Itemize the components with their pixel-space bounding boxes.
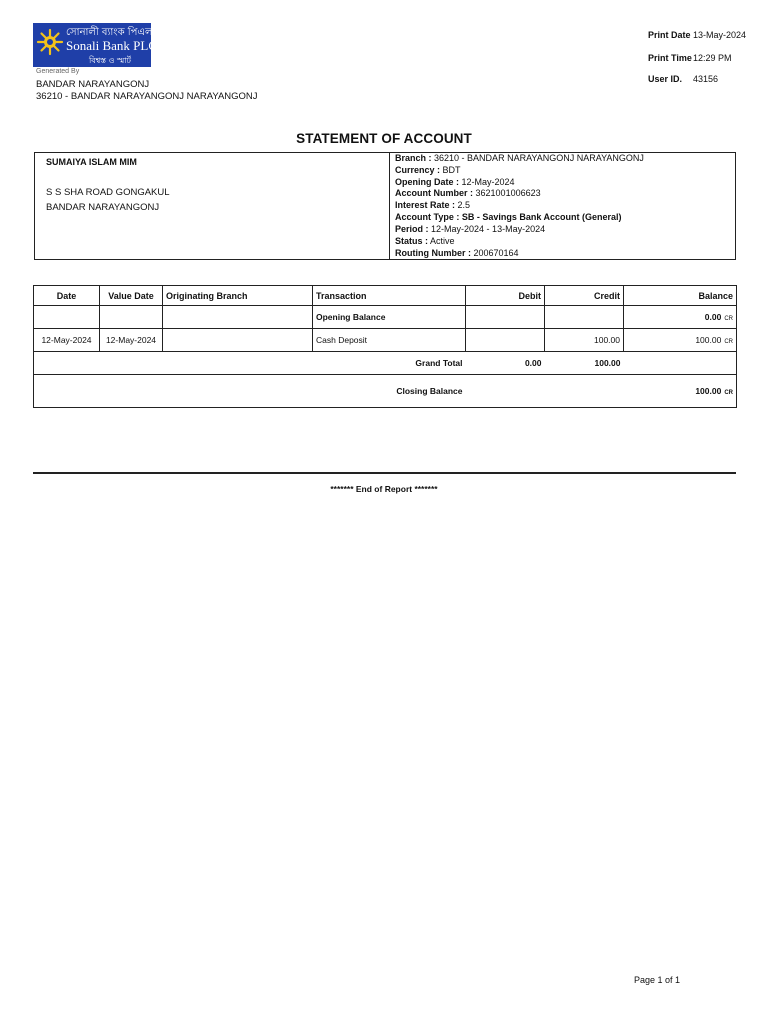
customer-address-line-1: S S SHA ROAD GONGAKUL <box>46 187 170 198</box>
col-header-value-date: Value Date <box>100 286 163 306</box>
branch-line-2: 36210 - BANDAR NARAYANGONJ NARAYANGONJ <box>36 91 258 102</box>
info-status: Status : Active <box>395 236 455 246</box>
customer-name: SUMAIYA ISLAM MIM <box>46 157 137 167</box>
bank-logo <box>33 23 162 67</box>
closing-balance-value: 100.00 CR <box>624 375 737 408</box>
closing-balance-label: Closing Balance <box>34 375 466 408</box>
generated-by-label: Generated By <box>36 68 80 75</box>
opening-balance-label: Opening Balance <box>313 306 466 329</box>
statement-title: STATEMENT OF ACCOUNT <box>296 131 472 146</box>
row-date: 12-May-2024 <box>34 329 100 352</box>
info-account-number: Account Number : 3621001006623 <box>395 188 541 198</box>
grand-total-debit: 0.00 <box>466 352 545 375</box>
info-interest-rate: Interest Rate : 2.5 <box>395 200 471 210</box>
info-routing-number: Routing Number : 200670164 <box>395 248 519 258</box>
bank-tagline: বিশ্বস্ত ও স্মার্ট <box>89 56 131 65</box>
customer-address-line-2: BANDAR NARAYANGONJ <box>46 202 160 213</box>
grand-total-row <box>34 352 737 375</box>
table-row <box>34 329 737 352</box>
print-time-value: 12:29 PM <box>693 53 732 63</box>
print-date-label: Print Date <box>648 30 691 40</box>
col-header-balance: Balance <box>624 286 737 306</box>
table-header-row <box>34 286 737 306</box>
grand-total-credit: 100.00 <box>545 352 624 375</box>
col-header-originating-branch: Originating Branch <box>163 286 313 306</box>
closing-balance-row <box>34 375 737 408</box>
opening-balance-value: 0.00 CR <box>624 306 737 329</box>
col-header-transaction: Transaction <box>313 286 466 306</box>
info-account-type: Account Type : SB - Savings Bank Account (General) <box>395 212 622 222</box>
row-value-date: 12-May-2024 <box>100 329 163 352</box>
bank-emblem-icon <box>36 28 64 56</box>
opening-balance-row <box>34 306 737 329</box>
end-of-report: ******* End of Report ******* <box>330 484 438 494</box>
bank-name-bengali: সোনালী ব্যাংক পিএলসি <box>66 27 162 38</box>
info-currency: Currency : BDT <box>395 165 461 175</box>
customer-box-divider <box>389 152 390 260</box>
row-transaction: Cash Deposit <box>313 329 466 352</box>
page-number: Page 1 of 1 <box>634 975 681 985</box>
info-opening-date: Opening Date : 12-May-2024 <box>395 177 515 187</box>
divider-line <box>33 472 736 474</box>
row-credit: 100.00 <box>545 329 624 352</box>
grand-total-label: Grand Total <box>34 352 466 375</box>
transactions-table <box>33 285 737 408</box>
user-id-label: User ID. <box>648 74 683 84</box>
row-originating-branch <box>163 329 313 352</box>
col-header-debit: Debit <box>466 286 545 306</box>
bank-name-english: Sonali Bank PLC <box>66 38 158 53</box>
row-debit <box>466 329 545 352</box>
info-branch: Branch : 36210 - BANDAR NARAYANGONJ NARAYANGONJ <box>395 153 644 163</box>
row-balance: 100.00 CR <box>624 329 737 352</box>
info-period: Period : 12-May-2024 - 13-May-2024 <box>395 224 546 234</box>
user-id-value: 43156 <box>693 74 719 84</box>
col-header-date: Date <box>34 286 100 306</box>
print-date-value: 13-May-2024 <box>693 30 747 40</box>
col-header-credit: Credit <box>545 286 624 306</box>
print-time-label: Print Time <box>648 53 692 63</box>
branch-line-1: BANDAR NARAYANGONJ <box>36 79 150 90</box>
